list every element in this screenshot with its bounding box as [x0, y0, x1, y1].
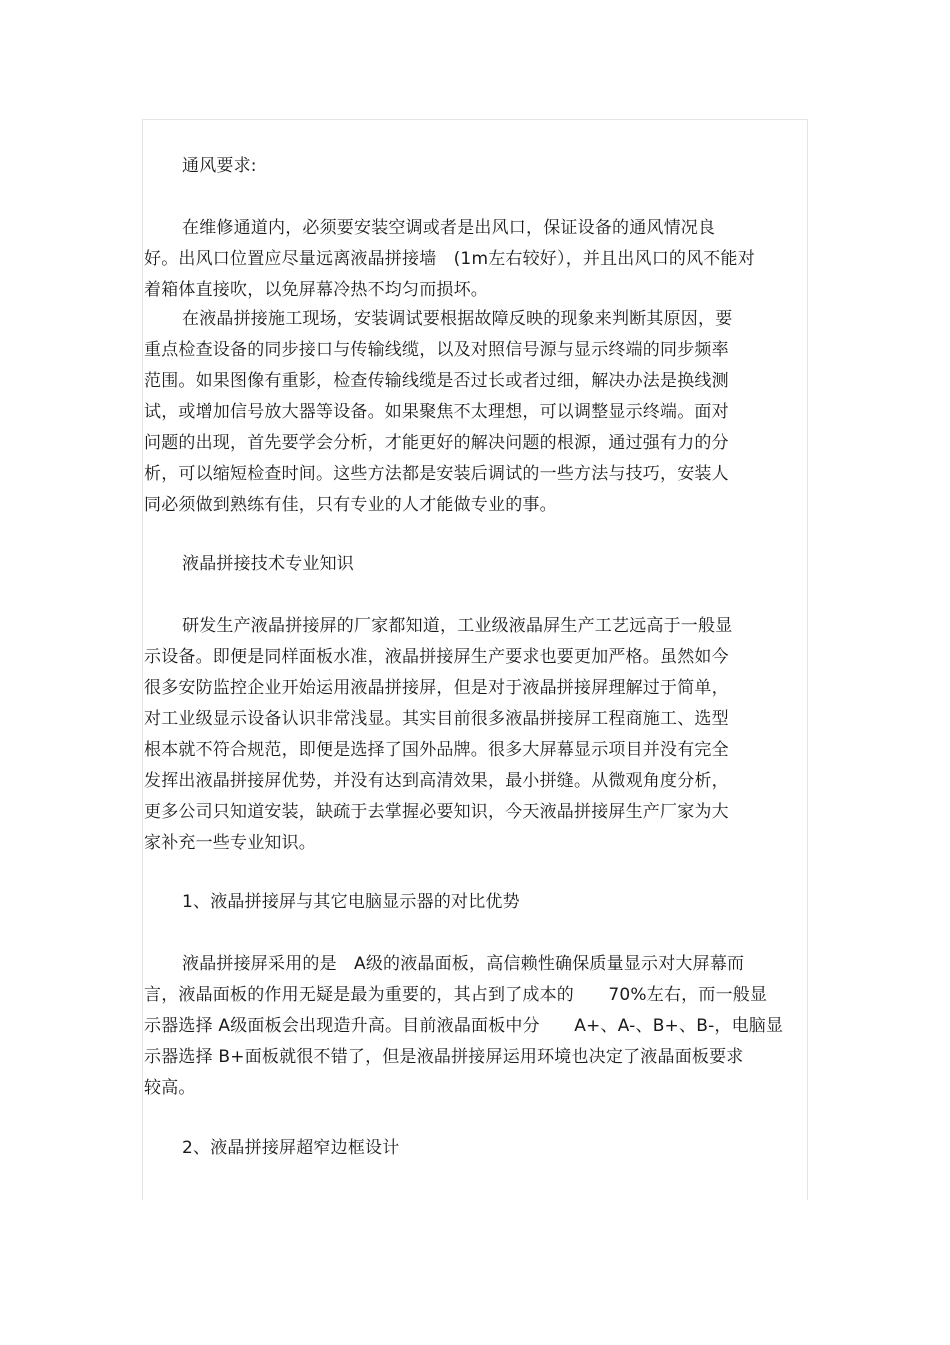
text-line: 示器选择 A级面板会出现造升高。目前液晶面板中分 A+、A-、B+、B-，电脑显: [144, 1016, 784, 1036]
heading-section-2: 2、液晶拼接屏超窄边框设计: [182, 1138, 400, 1158]
paragraph-installation: [144, 304, 804, 521]
text-line: 对工业级显示设备认识非常浅显。其实目前很多液晶拼接屏工程商施工、选型: [144, 709, 729, 729]
text-line: 示设备。即便是同样面板水准，液晶拼接屏生产要求也要更加严格。虽然如今: [144, 647, 729, 667]
paragraph-knowledge: [144, 611, 804, 859]
text-line: 根本就不符合规范，即便是选择了国外品牌。很多大屏幕显示项目并没有完全: [144, 740, 729, 760]
paragraph-ventilation: [144, 213, 804, 306]
text-line: 较高。: [144, 1078, 196, 1098]
text-line: 范围。如果图像有重影，检查传输线缆是否过长或者过细，解决办法是换线测: [144, 371, 729, 391]
heading-section-1: 1、液晶拼接屏与其它电脑显示器的对比优势: [182, 892, 520, 912]
heading-knowledge: 液晶拼接技术专业知识: [182, 554, 354, 574]
text-line: 液晶拼接屏采用的是 A级的液晶面板，高信赖性确保质量显示对大屏幕而: [182, 954, 745, 974]
text-line: 更多公司只知道安装，缺疏于去掌握必要知识，今天液晶拼接屏生产厂家为大: [144, 802, 729, 822]
text-line: 研发生产液晶拼接屏的厂家都知道，工业级液晶屏生产工艺远高于一般显: [182, 616, 733, 636]
text-line: 言，液晶面板的作用无疑是最为重要的，其占到了成本的 70%左右，而一般显: [144, 985, 768, 1005]
text-line: 同必须做到熟练有佳，只有专业的人才能做专业的事。: [144, 495, 557, 515]
text-line: 很多安防监控企业开始运用液晶拼接屏，但是对于液晶拼接屏理解过于简单，: [144, 678, 729, 698]
text-line: 试，或增加信号放大器等设备。如果聚焦不太理想，可以调整显示终端。面对: [144, 402, 729, 422]
heading-ventilation: 通风要求:: [182, 156, 257, 176]
text-line: 在液晶拼接施工现场，安装调试要根据故障反映的现象来判断其原因，要: [182, 309, 733, 329]
text-line: 发挥出液晶拼接屏优势，并没有达到高清效果，最小拼缝。从微观角度分析，: [144, 771, 729, 791]
text-line: 在维修通道内，必须要安装空调或者是出风口，保证设备的通风情况良: [182, 218, 716, 238]
text-line: 着箱体直接吹，以免屏幕冷热不均匀而损坏。: [144, 280, 488, 300]
text-line: 析，可以缩短检查时间。这些方法都是安装后调试的一些方法与技巧，安装人: [144, 464, 729, 484]
text-line: 示器选择 B+面板就很不错了，但是液晶拼接屏运用环境也决定了液晶面板要求: [144, 1047, 744, 1067]
text-line: 家补充一些专业知识。: [144, 833, 316, 853]
paragraph-section-1: [144, 949, 804, 1104]
text-line: 重点检查设备的同步接口与传输线缆，以及对照信号源与显示终端的同步频率: [144, 340, 729, 360]
text-line: 好。出风口位置应尽量远离液晶拼接墙 (1m左右较好），并且出风口的风不能对: [144, 249, 755, 269]
text-line: 问题的出现，首先要学会分析，才能更好的解决问题的根源，通过强有力的分: [144, 433, 729, 453]
